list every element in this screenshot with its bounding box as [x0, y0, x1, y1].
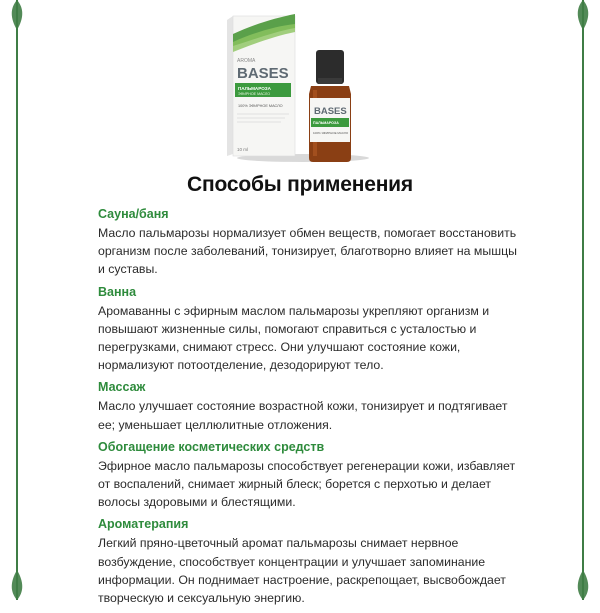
bottle-label-line: 100% ЭФИРНОЕ МАСЛО [313, 131, 349, 135]
section-heading: Ванна [98, 284, 137, 299]
leaf-icon [568, 0, 598, 30]
section-text: Легкий пряно-цветочный аромат пальмарозы снимает нервное возбуждение, способствует концентрации и улучшает запоминание информации. Он поднимает настроение, раскрепощает, высвобождает творческую и сексуальную энергию. [98, 536, 506, 606]
section-massage [98, 380, 518, 433]
leaf-icon [2, 570, 32, 600]
bottle-brand: BASES [314, 106, 347, 117]
box-brand-small: AROMA [237, 58, 256, 64]
section-heading: Массаж [98, 380, 146, 395]
section-heading: Обогащение косметических средств [98, 439, 325, 454]
box-brand: BASES [237, 65, 289, 82]
box-product-type: ЭФИРНОЕ МАСЛО [238, 92, 271, 96]
section-heading: Сауна/баня [98, 207, 169, 221]
left-border-line [16, 0, 18, 600]
usage-sections [98, 207, 518, 613]
section-cosmetics [98, 440, 518, 512]
box-volume: 10 ml [237, 147, 249, 152]
box-label-line: 100% ЭФИРНОЕ МАСЛО [238, 104, 283, 108]
section-aromatherapy [98, 517, 518, 607]
page-title: Способы применения [187, 173, 413, 196]
section-heading: Ароматерапия [98, 517, 189, 532]
bottle-product-name: ПАЛЬМАРОЗА [313, 121, 339, 125]
section-text: Масло улучшает состояние возрастной кожи, тонизирует и подтягивает ее; уменьшает целлюлитные отложения. [98, 399, 508, 432]
section-text: Эфирное масло пальмарозы способствует регенерации кожи, избавляет от воспалений, снимает жирный блеск; борется с перхотью и делает волосы здоровыми и блестящими. [98, 458, 516, 510]
section-text: Аромаванны с эфирным маслом пальмарозы укрепляют организм и повышают жизненные силы, помогают справиться с усталостью и перегрузками, снимают стресс. Они улучшают состояние кожи, нормализуют потоотделение, дезодорируют тело. [98, 303, 490, 373]
leaf-icon [568, 570, 598, 600]
product-image [225, 6, 375, 164]
section-bath [98, 285, 518, 375]
leaf-icon [2, 0, 32, 30]
right-border-line [582, 0, 584, 600]
section-sauna [98, 207, 518, 279]
box-product-name: ПАЛЬМАРОЗА [238, 86, 272, 91]
section-text: Масло пальмарозы нормализует обмен веществ, помогает восстановить организм после заболеваний, тонизирует, благотворно влияет на мышцы и суставы. [98, 226, 517, 277]
